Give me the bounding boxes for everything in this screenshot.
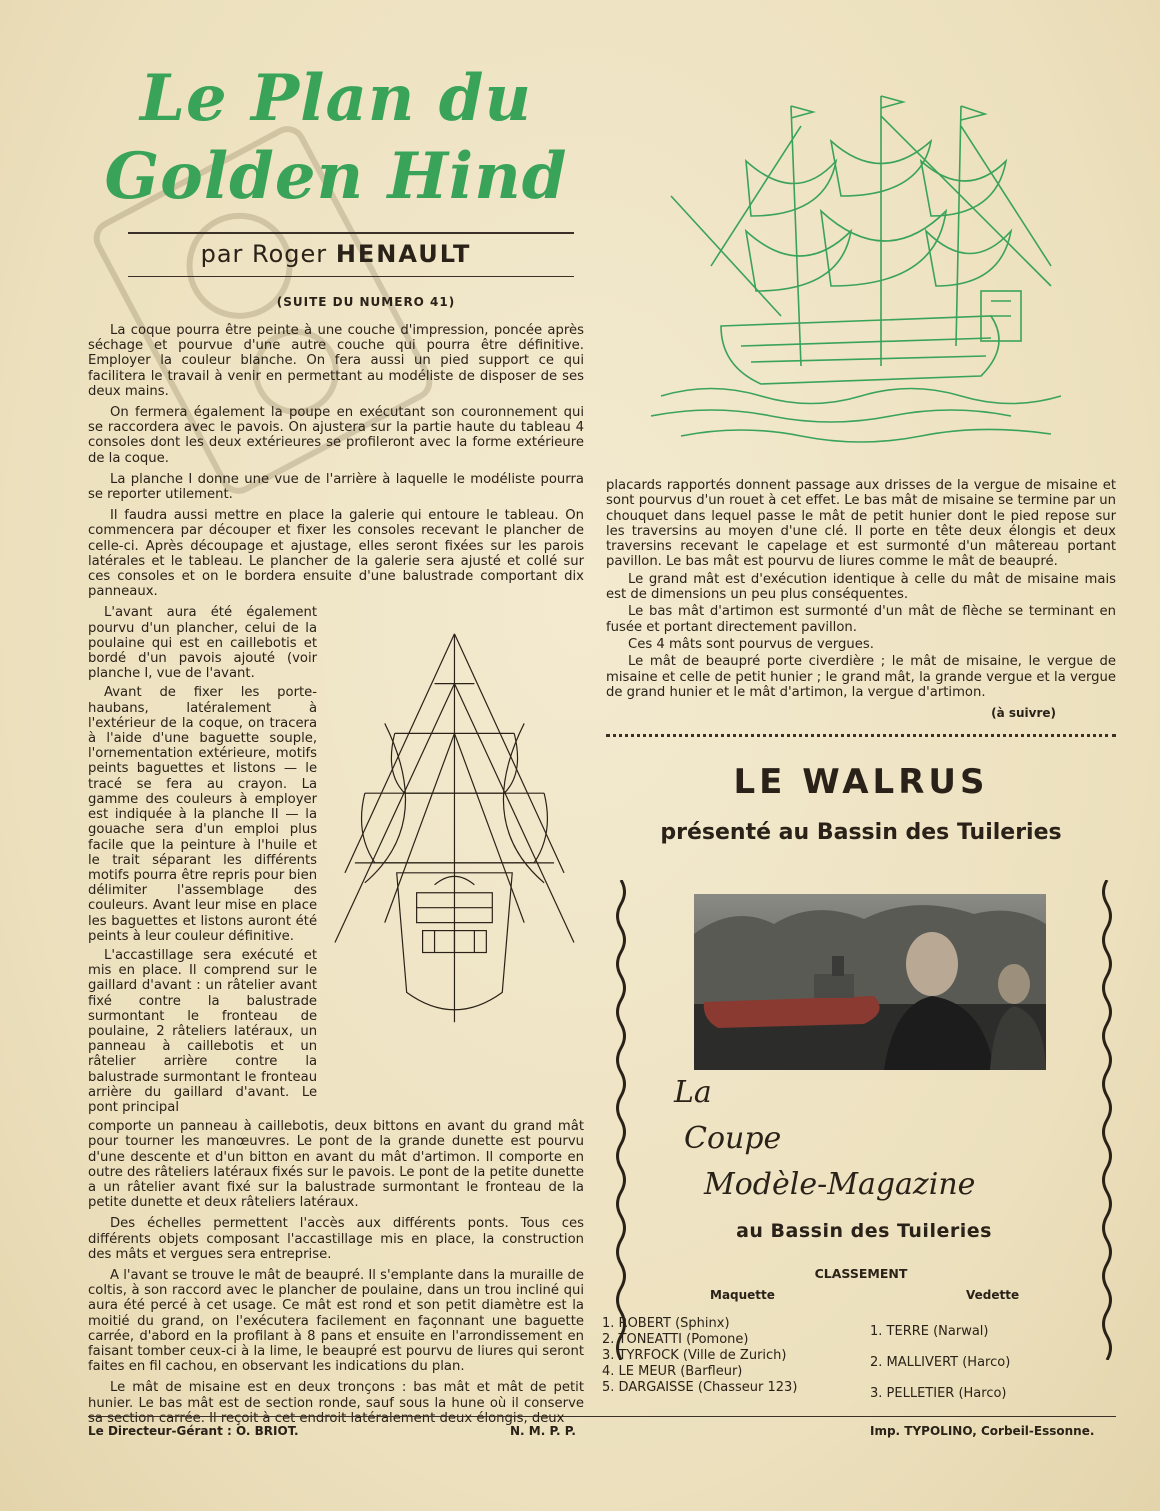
title-line-1: Le Plan du (140, 61, 532, 136)
coupe-line-3: Modèle-Magazine (704, 1167, 976, 1202)
title-rule (128, 232, 574, 234)
paragraph: Il faudra aussi mettre en place la galerie qui entoure le tableau. On commencera par découper et fixer les consoles recevant le plancher de celle-ci. Après découpage et ajustage, elles seront fixées sur les parois latérales et le tableau. Le plancher de la galerie sera ajusté et collé sur ces consoles et on le bordera ensuite d'une balustrade comportant dix panneaux. (88, 508, 584, 600)
byline-prefix: par Roger (200, 240, 328, 268)
wavy-border-left (614, 880, 628, 1360)
paragraph: L'avant aura été également pourvu d'un plancher, celui de la poulaine qui est en caillebotis et bordé d'un pavois ajouté (voir planche I, vue de l'avant. (88, 605, 318, 682)
article-body-bottom (88, 1119, 584, 1426)
to-be-continued: (à suivre) (991, 706, 1056, 721)
walrus-subheading: présenté au Bassin des Tuileries (660, 820, 1062, 845)
galleon-illustration (651, 66, 1071, 446)
suite-note: (SUITE DU NUMERO 41) (276, 295, 456, 309)
maquette-header: Maquette (710, 1288, 775, 1302)
photo-scene (694, 894, 1046, 1070)
paragraph: Le grand mât est d'exécution identique à celle du mât de misaine mais est de dimensions un peu plus conséquentes. (606, 571, 1116, 603)
paragraph: Ces 4 mâts sont pourvus de vergues. (628, 636, 874, 652)
coupe-title (674, 1070, 975, 1208)
paragraph: L'accastillage sera exécuté et mis en place. Il comprend sur le gaillard d'avant : un râtelier avant fixé contre la balustrade surmontant le fronteau de poulaine, 2 râteliers latéraux, un panneau à caillebotis et un râtelier arrière contre la balustrade surmontant le fronteau arrière du gaillard d'avant. Le pont principal (88, 947, 318, 1115)
section-divider (606, 734, 1116, 741)
list-item: 4. LE MEUR (Barfleur) (602, 1364, 743, 1379)
coupe-panel (614, 880, 1114, 1360)
paragraph: La planche I donne une vue de l'arrière à laquelle le modéliste pourra se reporter utilement. (88, 471, 584, 503)
article-title (88, 60, 584, 216)
byline-rule (128, 276, 574, 277)
paragraph: Le bas mât d'artimon est surmonté d'un mât de flèche se terminant en fusée et portant directement pavillon. (606, 604, 1116, 635)
paragraph: On fermera également la poupe en exécutant son couronnement qui se raccordera avec le pavois. On ajustera sur la partie haute du tableau 4 consoles dont les deux extérieures se profileront avec la forme extérieure de la coque. (88, 405, 584, 466)
paragraph: Des échelles permettent l'accès aux différents ponts. Tous ces différents objets composant l'accastillage mis en place, la construction des mâts et vergues sera entreprise. (88, 1216, 584, 1262)
paragraph: Le mât de misaine est en deux tronçons : bas mât et mât de petit hunier. Le bas mât est de section ronde, sauf sous la hune où il conserve sa section carrée. Il reçoit à cet endroit latéralement deux élongis, deux (88, 1380, 584, 1426)
paragraph: Avant de fixer les porte-haubans, latéralement à l'extérieur de la coque, on tracera à l'aide d'une baguette souple, l'ornementation extérieure, motifs peints baguettes et listons — le tracé se fera au crayon. La gamme des couleurs à employer est indiquée à la planche II — la gouache sera d'un emploi plus facile que la peinture à l'huile et le trait séparant les différents motifs pourra être repris pour bien délimiter l'assemblage des couleurs. Avant leur mise en place les baguettes et listons auront été peints à leur couleur définitive. (88, 685, 318, 944)
ship-stern-drawing (325, 623, 584, 1043)
walrus-heading: LE WALRUS (733, 762, 989, 802)
footer-director: Le Directeur-Gérant : O. BRIOT. (88, 1424, 299, 1438)
text-with-drawing (88, 605, 584, 1119)
article-body-right (606, 478, 1116, 721)
byline (88, 240, 584, 268)
list-item: 1. TERRE (Narwal) (870, 1324, 989, 1339)
vedette-header: Vedette (966, 1288, 1020, 1302)
footer-printer: Imp. TYPOLINO, Corbeil-Essonne. (870, 1424, 1095, 1438)
article-body-narrow (88, 605, 317, 1119)
maquette-results (602, 1316, 852, 1396)
byline-author: HENAULT (335, 240, 472, 268)
list-item: 3. TYRFOCK (Ville de Zurich) (602, 1348, 787, 1363)
wavy-border-right (1100, 880, 1114, 1360)
results-heading: CLASSEMENT (814, 1266, 908, 1281)
coupe-location: au Bassin des Tuileries (736, 1220, 992, 1242)
vedette-results (870, 1316, 1070, 1409)
article-column-left (88, 60, 584, 1432)
paragraph: comporte un panneau à caillebotis, deux bittons en avant du grand mât pour tourner les manœuvres. Le pont de la grande dunette est pourvu d'une descente et d'un bitton en avant du mât d'artimon. Il comporte en outre des râteliers latéraux fixés sur le pavois. Le pont de la petite dunette a un râtelier avant fixé sur la balustrade surmontant le fronteau de la petite dunette et deux râteliers latéraux. (88, 1119, 584, 1211)
list-item: 2. MALLIVERT (Harco) (870, 1355, 1011, 1370)
list-item: 5. DARGAISSE (Chasseur 123) (602, 1380, 798, 1395)
paragraph: La coque pourra être peinte à une couche d'impression, poncée après séchage et pourvue d'une autre couche qui pourra être définitive. Employer la couleur blanche. On fera aussi un pied support ce qui facilitera le travail à venir en permettant au modéliste de disposer de ses deux mains. (88, 323, 584, 399)
coupe-line-2: Coupe (684, 1121, 782, 1156)
article-body-top (88, 323, 584, 599)
footer-rule (88, 1416, 1116, 1417)
footer-distributor: N. M. P. P. (510, 1424, 576, 1438)
list-item: 1. ROBERT (Sphinx) (602, 1316, 730, 1331)
walrus-photo (694, 894, 1046, 1070)
paragraph: Le mât de beaupré porte civerdière ; le mât de misaine, le vergue de misaine et celle de petit hunier ; le grand mât, la grande vergue et la vergue de grand hunier et le mât d'artimon, la vergue d'artimon. (606, 654, 1116, 700)
paragraph: A l'avant se trouve le mât de beaupré. Il s'emplante dans la muraille de coltis, à son raccord avec le plancher de poulaine, dans un trou incliné qui aura été percé à cet usage. Ce mât est rond et son petit diamètre est la moitié du grand, on l'exécutera facilement en façonnant une baguette carrée, d'abord en la profilant à 8 pans et ensuite en l'arrondissement en faisant tomber ceux-ci à la lime, le beaupré est pourvu de liures qui seront faites en fil cachou, en observant les indications du plan. (88, 1267, 584, 1375)
galleon-illustration-box (606, 66, 1116, 446)
paragraph: placards rapportés donnent passage aux drisses de la vergue de misaine et sont pourvus d'un rouet à cet effet. Le bas mât de misaine se termine par un chouquet dans lequel passe le mât de petit hunier dont le pied repose sur les traversins au moyen d'une clé. Il porte en tête deux élongis et deux traversins recevant le capelage et est surmonté d'un mâtereau portant pavillon. Le bas mât est pourvu de liures comme le mât de beaupré. (606, 478, 1116, 570)
title-line-2: Golden Hind (104, 139, 568, 214)
list-item: 3. PELLETIER (Harco) (870, 1386, 1007, 1401)
list-item: 2. TONEATTI (Pomone) (602, 1332, 749, 1347)
coupe-line-1: La (674, 1075, 712, 1110)
